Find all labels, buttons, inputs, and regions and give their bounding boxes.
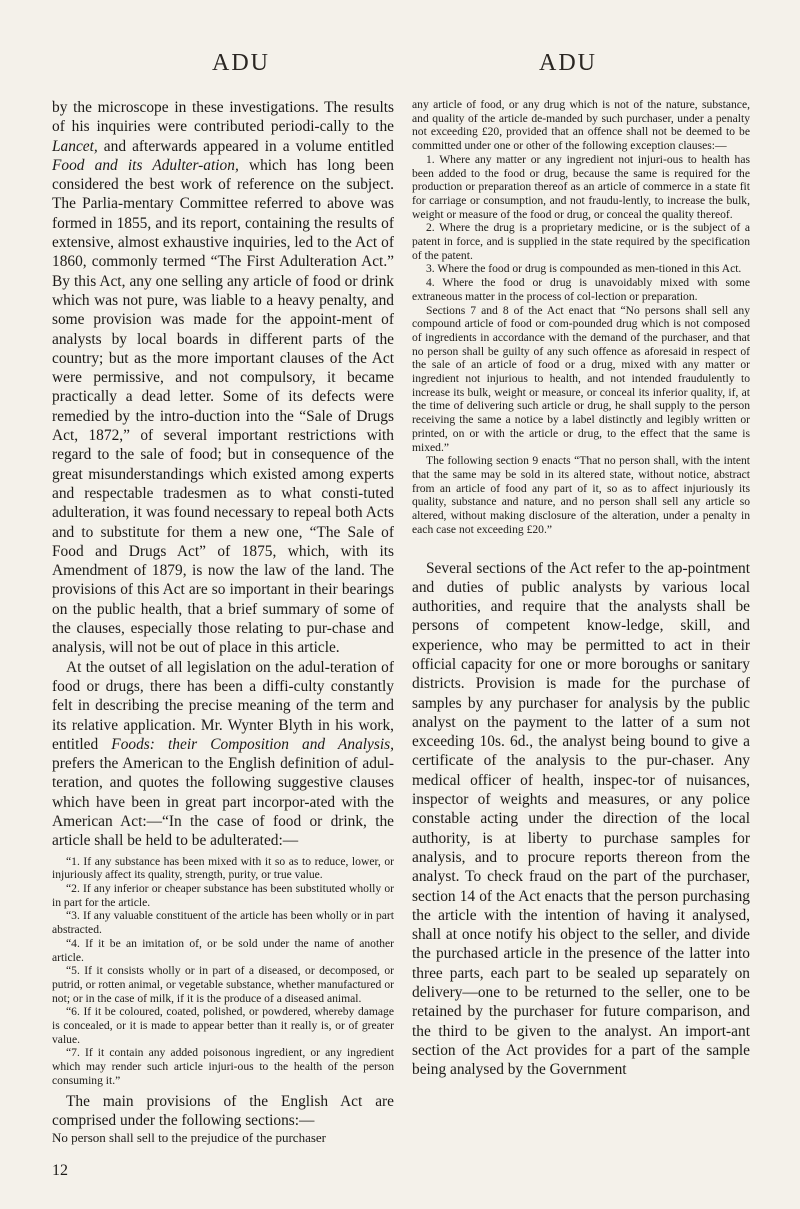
provision-intro: any article of food, or any drug which is not of the nature, substance, and quality of the article de-manded by such purchaser, under a penalty not exceeding £20, provided that an offence shall not be deemed to be committed under one or other of the following exception clauses:—: [412, 98, 750, 153]
page-number: 12: [52, 1162, 68, 1179]
clause-item: “2. If any inferior or cheaper substance has been substituted wholly or in part for the article.: [52, 881, 394, 909]
exception-item: 3. Where the food or drug is compounded as men-tioned in this Act.: [426, 262, 742, 276]
sections-7-8: Sections 7 and 8 of the Act enact that “No persons shall sell any compound article of food or com-pounded drug which is not composed of ingredients in accordance with the demand of the purchaser, and that no person shall be guilty of any such offence as aforesaid in respect of the sale of an article of food or a drug, mixed with any matter or ingredient not injurious to health, and not intended fraudulently to increase its bulk, weight or measure, or conceal its inferior quality, if, at the time of delivering such article or drug, he shall supply to the person receiving the same a notice by a label distinctly and legibly written or printed, on or with the article or drug, to the effect that the same is mixed.”: [412, 303, 750, 454]
paragraph-3: The main provisions of the English Act are comprised under the following sections:—: [52, 1092, 394, 1129]
paragraph-1: by the microscope in these investigations. The results of his inquiries were contributed periodi-cally to the Lancet, and afterwards appeared in a volume entitled Food and its Adulter-ation, which has long been considered the best work of reference on the subject. The Parlia-mentary Committee referred to above was formed in 1855, and its report, containing the results of extensive, almost exhaustive inquiries, led to the Act of 1860, commonly termed “The First Adulteration Act.” By this Act, any one selling any article of food or drink which was not pure, was liable to a heavy penalty, and some provision was made for the appoint-ment of analysts by local boards in different parts of the country; but as the more important clauses of the Act were permissive, and not compulsory, it became practically a dead letter. Some of its defects were remedied by the intro-duction into the “Sale of Drugs Act, 1872,” of several important restrictions with regard to the sale of food; but in consequence of the great misunderstandings which existed among experts and respectable tradesmen as to what consti-tuted adulteration, it was found necessary to repeal both Acts and to substitute for them a new one, “The Sale of Food and Drugs Act” of 1875, which, with its Amendment of 1879, is now the law of the land. The provisions of this Act are so important in their bearings on the public health, that a brief summary of some of the clauses, especially those relating to pur-chase and analysis, will not be out of place in this article.: [52, 99, 394, 657]
section-9: The following section 9 enacts “That no person shall, with the intent that the same may be sold in its altered state, without notice, abstract from an article of food any part of it, so as to affect injuriously its quality, substance and nature, and no person shall sell any article so altered, without making disclosure of the alteration, under a penalty in each case not exceeding £20.”: [412, 454, 750, 536]
clause-item: “5. If it consists wholly or in part of a diseased, or decomposed, or putrid, or rotten animal, or vegetable substance, whether manufactured or not; or in the case of milk, if it is the produce of a diseased animal.: [52, 964, 394, 1005]
clause-item: “4. If it be an imitation of, or be sold under the name of another article.: [52, 936, 394, 964]
clause-item: “7. If it contain any added poisonous ingredient, or any ingredient which may render such article injuri-ous to the health of the person consuming it.”: [52, 1046, 394, 1087]
header-right: ADU: [539, 50, 597, 76]
right-column: [412, 98, 750, 1080]
exception-item: 2. Where the drug is a proprietary medicine, or is the subject of a patent in force, and is supplied in the state required by the specification of the patent.: [412, 221, 750, 262]
american-act-clauses: [52, 855, 394, 1088]
running-header: [0, 50, 800, 80]
paragraph-4: No person shall sell to the prejudice of the purchaser: [52, 1130, 326, 1146]
lancet-title: Lancet,: [52, 137, 98, 155]
clause-item: “1. If any substance has been mixed with it so as to reduce, lower, or injuriously affect its quality, strength, purity, or true value.: [52, 854, 394, 882]
exception-item: 4. Where the food or drug is unavoidably mixed with some extraneous matter in the process of col-lection or preparation.: [412, 276, 750, 303]
clause-item: “6. If it be coloured, coated, polished, or powdered, whereby damage is concealed, or it is made to appear better than it really is, or of greater value.: [52, 1005, 394, 1046]
left-column: [52, 98, 394, 1146]
paragraph-analysts: Several sections of the Act refer to the ap-pointment and duties of public analysts by various local authorities, and require that the analysts shall be persons of competent know-ledge, skill, and experience, who may be permitted to act in their official capacity for one or more boroughs or sanitary districts. Provision is made for the purchase of samples by any purchaser for analysis by the public analyst on the payment to the latter of a sum not exceeding 10s. 6d., the analyst being bound to give a certificate of the analysis to the pur-chaser. Any medical officer of health, inspec-tor of nuisances, inspector of weights and measures, or any police constable acting under the direction of the local authority, is at liberty to purchase samples for analysis, and to procure reports thereon from the analyst. To check fraud on the part of the purchaser, section 14 of the Act enacts that the person purchasing the article with the intention of having it analysed, shall at once notify his object to the seller, and divide the purchased article in the presence of the latter into three parts, each part to be sealed up separately on delivery—one to be returned to the seller, one to be retained by the purchaser for future comparison, and the third to be given to the analyst. An import-ant section of the Act provides for a part of the sample being analysed by the Government: [412, 559, 750, 1079]
book-title-foods: Foods: their Composition and Analysis,: [111, 735, 394, 753]
paragraph-2: At the outset of all legislation on the adul-teration of food or drugs, there has been a diffi-culty constantly felt in describing the precise meaning of the term and its relative application. Mr. Wynter Blyth in his work, entitled Foods: their Composition and Analysis, prefers the American to the English definition of adul-teration, and quotes the following suggestive clauses which have been in great part incorpor-ated with the American Act:—“In the case of food or drink, the article shall be held to be adulterated:—: [52, 658, 394, 850]
book-title-food-adulteration: Food and its Adulter-ation,: [52, 156, 239, 174]
header-left: ADU: [212, 50, 270, 76]
clause-item: “3. If any valuable constituent of the article has been wholly or in part abstracted.: [52, 909, 394, 937]
english-act-provisions: [412, 98, 750, 537]
exception-item: 1. Where any matter or any ingredient not injuri-ous to health has been added to the food or drug, because the same is required for the production or preparation thereof as an article of commerce in a state fit for carriage or consumption, and not fraudu-lently, to increase the bulk, weight or measure of the food or drug, or conceal the quality thereof.: [412, 152, 750, 221]
